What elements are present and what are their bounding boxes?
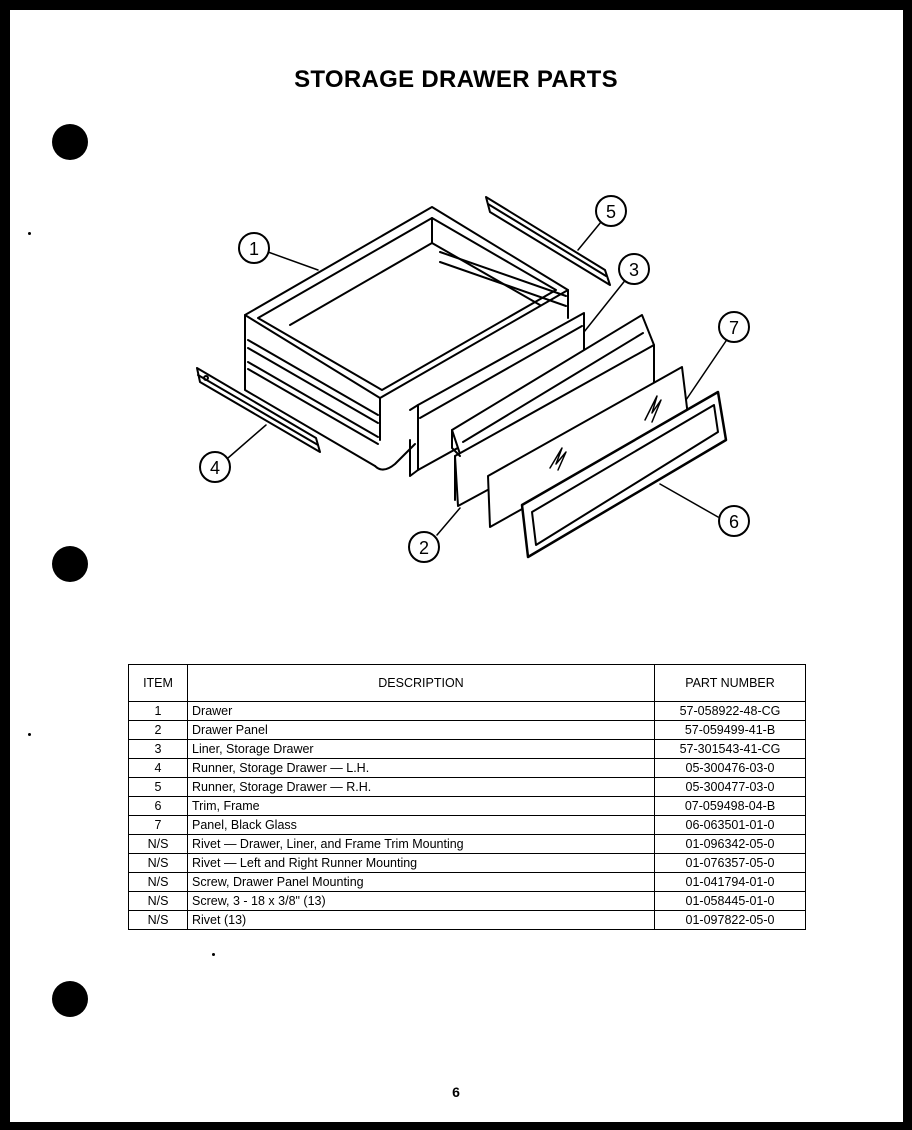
row-item: 7 — [129, 816, 188, 835]
table-row — [129, 759, 806, 778]
row-part-number: 05-300476-03-0 — [655, 759, 806, 778]
scan-speck — [28, 733, 31, 736]
callout-6 — [719, 506, 749, 536]
page-title: STORAGE DRAWER PARTS — [294, 66, 618, 93]
table-row — [129, 873, 806, 892]
callout-5 — [596, 196, 626, 226]
row-description: Rivet — Drawer, Liner, and Frame Trim Mounting — [188, 835, 655, 854]
row-part-number: 07-059498-04-B — [655, 797, 806, 816]
row-description: Rivet — Left and Right Runner Mounting — [188, 854, 655, 873]
row-description: Liner, Storage Drawer — [188, 740, 655, 759]
table-row — [129, 702, 806, 721]
callout-5-label: 5 — [605, 202, 617, 222]
row-description: Runner, Storage Drawer — L.H. — [188, 759, 655, 778]
row-item: N/S — [129, 892, 188, 911]
row-part-number: 01-097822-05-0 — [655, 911, 806, 930]
row-description: Screw, Drawer Panel Mounting — [188, 873, 655, 892]
row-description: Drawer — [188, 702, 655, 721]
binder-hole-bottom — [52, 981, 88, 1017]
row-item: 2 — [129, 721, 188, 740]
page-number: 6 — [452, 1084, 460, 1100]
row-item: 5 — [129, 778, 188, 797]
row-part-number: 05-300477-03-0 — [655, 778, 806, 797]
callout-3-label: 3 — [628, 260, 640, 280]
row-item: 3 — [129, 740, 188, 759]
row-part-number: 57-301543-41-CG — [655, 740, 806, 759]
row-item: N/S — [129, 911, 188, 930]
row-description: Runner, Storage Drawer — R.H. — [188, 778, 655, 797]
callout-7-label: 7 — [728, 318, 740, 338]
callout-4-label: 4 — [209, 458, 221, 478]
row-part-number: 01-096342-05-0 — [655, 835, 806, 854]
callout-7 — [719, 312, 749, 342]
row-part-number: 01-076357-05-0 — [655, 854, 806, 873]
row-part-number: 01-041794-01-0 — [655, 873, 806, 892]
table-row — [129, 816, 806, 835]
row-description: Panel, Black Glass — [188, 816, 655, 835]
header-part-number: PART NUMBER — [655, 665, 806, 702]
runner-lh-drawing — [197, 368, 320, 452]
row-part-number: 01-058445-01-0 — [655, 892, 806, 911]
table-row — [129, 892, 806, 911]
row-description: Rivet (13) — [188, 911, 655, 930]
header-description: DESCRIPTION — [188, 665, 655, 702]
table-row — [129, 835, 806, 854]
table-row — [129, 854, 806, 873]
row-description: Trim, Frame — [188, 797, 655, 816]
row-item: N/S — [129, 854, 188, 873]
table-row — [129, 740, 806, 759]
callout-1-label: 1 — [248, 239, 260, 259]
callout-2 — [409, 532, 439, 562]
row-part-number: 57-059499-41-B — [655, 721, 806, 740]
row-part-number: 57-058922-48-CG — [655, 702, 806, 721]
callout-6-label: 6 — [728, 512, 740, 532]
parts-table — [128, 664, 806, 930]
table-row — [129, 911, 806, 930]
scan-speck — [212, 953, 215, 956]
callout-3 — [619, 254, 649, 284]
scan-speck — [28, 232, 31, 235]
row-item: N/S — [129, 873, 188, 892]
parts-table-header — [129, 665, 806, 702]
row-part-number: 06-063501-01-0 — [655, 816, 806, 835]
callout-4 — [200, 452, 230, 482]
table-row — [129, 778, 806, 797]
row-description: Drawer Panel — [188, 721, 655, 740]
row-item: 4 — [129, 759, 188, 778]
callout-2-label: 2 — [418, 538, 430, 558]
table-row — [129, 797, 806, 816]
callout-1 — [239, 233, 269, 263]
table-row — [129, 721, 806, 740]
row-description: Screw, 3 - 18 x 3/8" (13) — [188, 892, 655, 911]
row-item: 1 — [129, 702, 188, 721]
header-item: ITEM — [129, 665, 188, 702]
row-item: N/S — [129, 835, 188, 854]
row-item: 6 — [129, 797, 188, 816]
